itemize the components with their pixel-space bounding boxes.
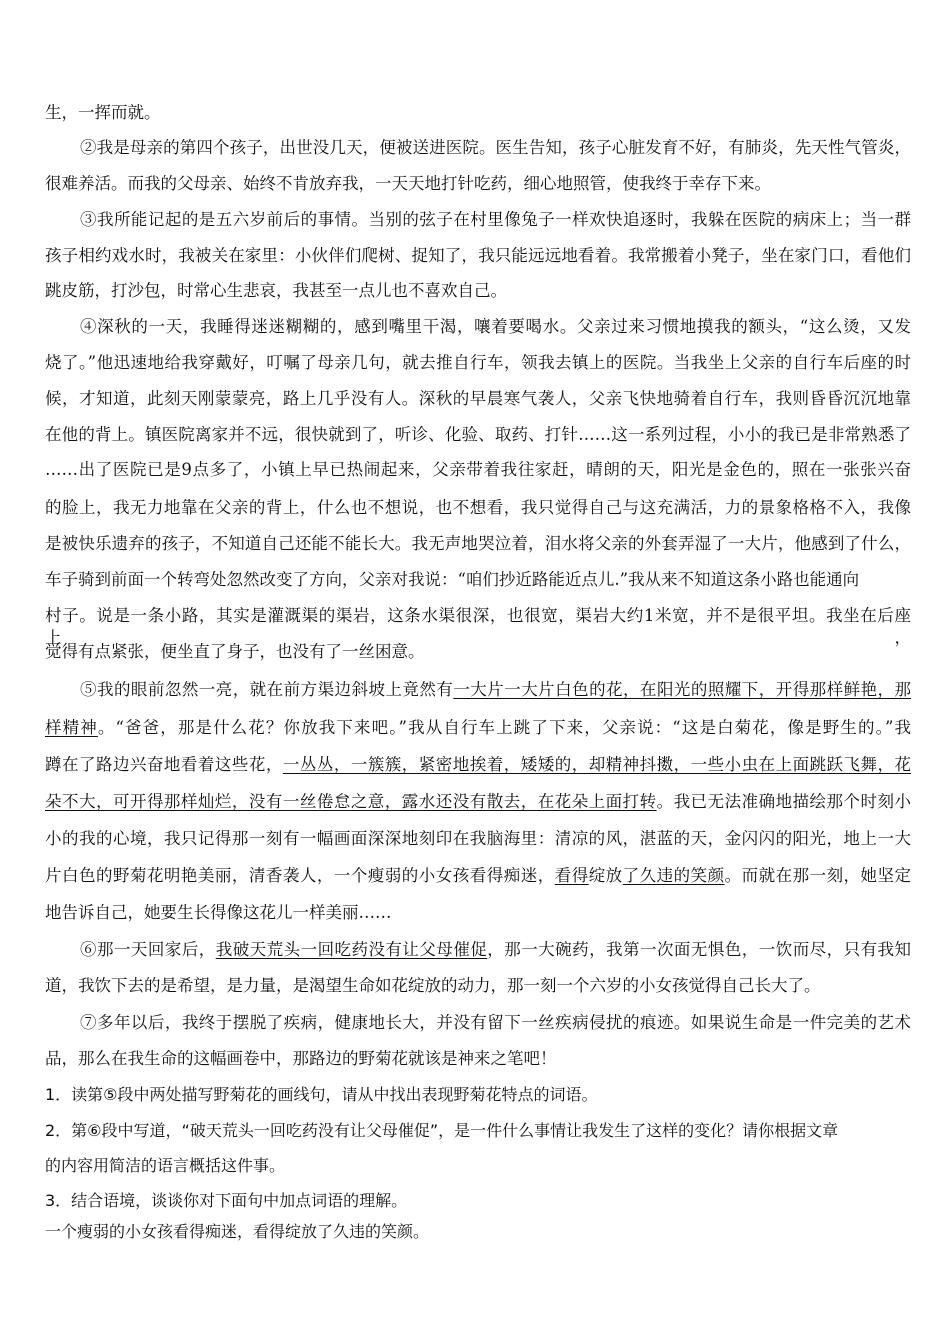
text-line [80,209,911,231]
underlined-text: 朵不大，可开得那样灿烂，没有一丝倦怠之意，露水还没有散去，在花朵上面打转 [45,792,657,811]
text-segment: 村子。说是一条小路，其实是灌溉渠的渠岩，这条水渠很深，也很宽，渠岩大约1米宽，并不是很平坦。我坐在后座上， [45,606,911,647]
text-line [45,828,911,850]
text-segment: 跳皮筋，打沙包，时常心生悲哀，我甚至一点儿也不喜欢自己。 [45,281,507,300]
text-line [80,1012,911,1034]
text-line [45,1048,911,1070]
text-line [45,865,911,887]
text-line [45,533,911,555]
text-segment: 品，那么在我生命的这幅画卷中，那路边的野菊花就该是神来之笔吧！ [45,1049,557,1068]
underlined-text: 一丛丛，一簇簇，紧密地挨着，矮矮的，却精神抖擞，一些小虫在上面跳跃飞舞，花 [282,755,912,774]
text-line [45,902,911,924]
text-segment: 孩子相约戏水时，我被关在家里：小伙伴们爬树、捉知了，我只能远远地看着。我常搬着小凳子，坐在家门口，看他们 [45,246,911,265]
text-segment: ③我所能记起的是五六岁前后的事情。当别的弦子在村里像兔子一样欢快追逐时，我躲在医院的病床上；当一群 [80,210,911,229]
text-line [45,791,911,813]
text-segment: ⑤我的眼前忽然一亮，就在前方渠边斜坡上竟然有 [80,680,454,699]
question-line [45,1190,911,1212]
text-line [45,245,911,267]
text-line [80,939,911,961]
text-segment: 在他的背上。镇医院离家并不远，很快就到了，听诊、化验、取药、打针……这一系列过程，小小的我已是非常熟悉了 [45,425,911,444]
text-segment: 觉得有点紧张，便坐直了身子，也没有了一丝困意。 [45,642,425,661]
text-segment: 。而就在那一刻，她坚定 [724,866,912,885]
text-segment: 是被快乐遗弃的孩子，不知道自己还能不能长大。我无声地哭泣着，泪水将父亲的外套弄湿了一大片，他感到了什么， [45,534,911,553]
text-line [45,605,911,647]
text-segment: 道，我饮下去的是希望，是力量，是渴望生命如花绽放的动力，那一刻一个六岁的小女孩觉得自己长大了。 [45,976,821,995]
underlined-text: 一大片一大片白色的花，在阳光的照耀下，开得那样鲜艳，那 [453,680,911,699]
text-segment: ④深秋的一天，我睡得迷迷糊糊的，感到嘴里干渴，嚷着要喝水。父亲过来习惯地摸我的额头，“这么烫，又发 [80,317,911,336]
underlined-text: 样精神 [45,718,98,737]
text-segment: 地告诉自己，她要生长得像这花儿一样美丽…… [45,903,392,922]
text-line [45,280,911,302]
text-line [80,137,911,159]
text-line [45,975,911,997]
text-line [45,388,911,410]
question-line [45,1155,911,1177]
question-line [45,1221,911,1243]
text-line [45,754,911,776]
text-line [45,352,911,374]
question-line [45,1120,911,1142]
text-line [45,459,911,481]
text-line [45,569,911,591]
text-segment: 绽放 [588,866,623,885]
text-segment: ⑥那一天回家后， [80,940,216,959]
text-segment: 1．读第⑤段中两处描写野菊花的画线句，请从中找出表现野菊花特点的词语。 [45,1085,598,1104]
text-segment: 候，才知道，此刻天刚蒙蒙亮，路上几乎没有人。深秋的早晨寒气袭人，父亲飞快地骑着自行车，我则昏昏沉沉地靠 [45,389,911,408]
text-line [80,679,911,701]
text-line [45,717,911,739]
text-segment: 车子骑到前面一个转弯处忽然改变了方向，父亲对我说：“咱们抄近路能近点儿.”我从来不知道这条小路也能通向 [45,570,860,589]
text-segment: 片白色的野菊花明艳美丽，清香袭人，一个瘦弱的小女孩看得痴迷， [45,866,555,885]
underlined-text: 我破天荒头一回吃药没有让父母催促 [215,940,488,959]
text-segment: 。我已无法准确地描绘那个时刻小 [656,792,912,811]
text-segment: 蹲在了路边兴奋地看着这些花， [45,755,283,774]
text-segment: ，那一大碗药，我第一次面无惧色，一饮而尽，只有我知 [487,940,911,959]
text-segment: 一个瘦弱的小女孩看得痴迷，看得绽放了久违的笑颜。 [45,1222,430,1241]
text-segment: 2．第⑥段中写道，“破天荒头一回吃药没有让父母催促”，是一件什么事情让我发生了这样的变化？请你根据文章 [45,1121,839,1140]
text-line [45,102,911,124]
text-segment: 很难养活。而我的父母亲、始终不肯放弃我，一天天地打针吃药，细心地照管，使我终于幸存下来。 [45,174,771,193]
text-line [80,316,911,338]
text-segment: 的脸上，我无力地靠在父亲的背上，什么也不想说，也不想看，我只觉得自己与这充满活，力的景象格格不入，我像 [45,498,911,517]
text-segment: 。“爸爸，那是什么花？你放我下来吧。”我从自行车上跳了下来，父亲说：“这是白菊花，像是野生的。”我 [97,718,911,737]
text-segment: ⑦多年以后，我终于摆脱了疾病，健康地长大，并没有留下一丝疾病侵扰的痕迹。如果说生命是一件完美的艺术 [80,1013,911,1032]
text-segment: 生，一挥而就。 [45,103,161,122]
text-line [45,173,911,195]
text-line [45,641,911,663]
text-segment: 烧了。”他迅速地给我穿戴好，叮嘱了母亲几句，就去推自行车，领我去镇上的医院。当我坐上父亲的自行车后座的时 [45,353,911,372]
text-segment: 的内容用简洁的语言概括这件事。 [45,1156,286,1175]
underlined-text: 了久违的笑颜 [622,866,725,885]
text-line [45,497,911,519]
underlined-text: 看得 [554,866,589,885]
question-line [45,1084,911,1106]
text-segment: 小的我的心境，我只记得那一刻有一幅画面深深地刻印在我脑海里：清凉的风，湛蓝的天，金闪闪的阳光，地上一大 [45,829,911,848]
text-segment: ②我是母亲的第四个孩子，出世没几天，便被送进医院。医生告知，孩子心脏发育不好，有肺炎，先天性气管炎， [80,138,911,157]
text-line [45,424,911,446]
text-segment: ……出了医院已是9点多了，小镇上早已热闹起来，父亲带着我往家赶，晴朗的天，阳光是金色的，照在一张张兴奋 [45,460,911,479]
text-segment: 3．结合语境，谈谈你对下面句中加点词语的理解。 [45,1191,408,1210]
